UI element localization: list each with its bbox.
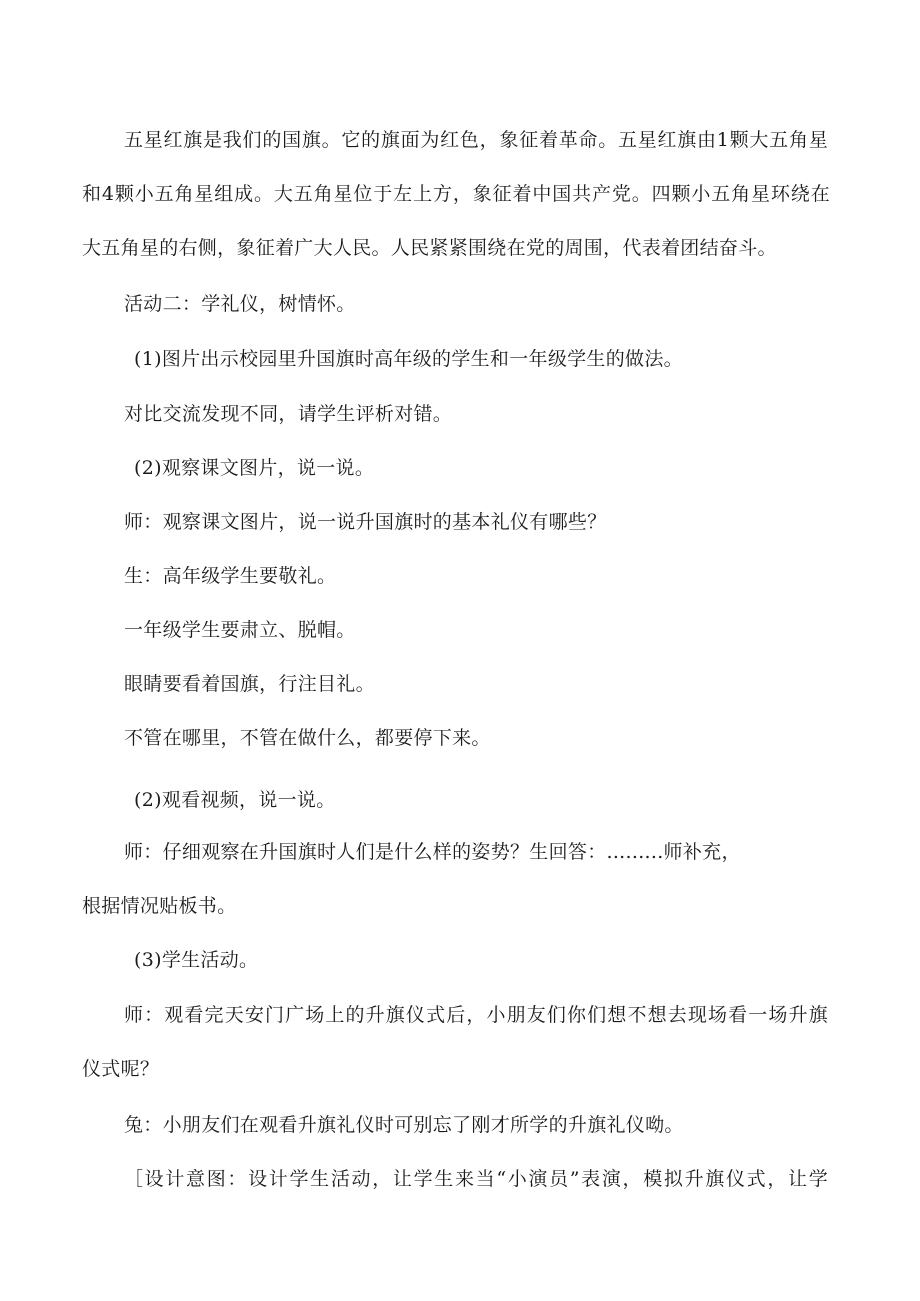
- paragraph-line: (1)图片出示校园里升国旗时高年级的学生和一年级学生的做法。: [134, 348, 683, 370]
- paragraph-line: (2)观看视频，说一说。: [134, 789, 336, 811]
- paragraph-line: 生：高年级学生要敬礼。: [124, 565, 337, 587]
- paragraph-line: ［设计意图：设计学生活动，让学生来当“小演员”表演，模拟升旗仪式，让学: [124, 1168, 828, 1190]
- paragraph-line: 大五角星的右侧，象征着广大人民。人民紧紧围绕在党的周围，代表着团结奋斗。: [82, 237, 777, 259]
- paragraph-line: 兔：小朋友们在观看升旗礼仪时可别忘了刚才所学的升旗礼仪呦。: [124, 1114, 684, 1136]
- paragraph-line: 仪式呢？: [82, 1058, 160, 1080]
- section-heading: 活动二：学礼仪，树情怀。: [124, 293, 356, 315]
- paragraph-line: (2)观察课文图片，说一说。: [134, 457, 375, 479]
- paragraph-line: 不管在哪里，不管在做什么，都要停下来。: [124, 727, 491, 749]
- paragraph-line: 师：观察课文图片，说一说升国旗时的基本礼仪有哪些？: [124, 511, 607, 533]
- paragraph-line: 五星红旗是我们的国旗。它的旗面为红色，象征着革命。五星红旗由1颗大五角星: [124, 129, 828, 151]
- paragraph-line: 和4颗小五角星组成。大五角星位于左上方，象征着中国共产党。四颗小五角星环绕在: [82, 183, 830, 205]
- paragraph-line: 师：仔细观察在升国旗时人们是什么样的姿势？生回答：.........师补充，: [124, 841, 741, 863]
- paragraph-line: (3)学生活动。: [134, 949, 259, 971]
- paragraph-line: 眼睛要看着国旗，行注目礼。: [124, 673, 375, 695]
- paragraph-line: 对比交流发现不同，请学生评析对错。: [124, 403, 453, 425]
- paragraph-line: 师：观看完天安门广场上的升旗仪式后，小朋友们你们想不想去现场看一场升旗: [124, 1004, 828, 1026]
- paragraph-line: 一年级学生要肃立、脱帽。: [124, 619, 356, 641]
- paragraph-line: 根据情况贴板书。: [82, 895, 237, 917]
